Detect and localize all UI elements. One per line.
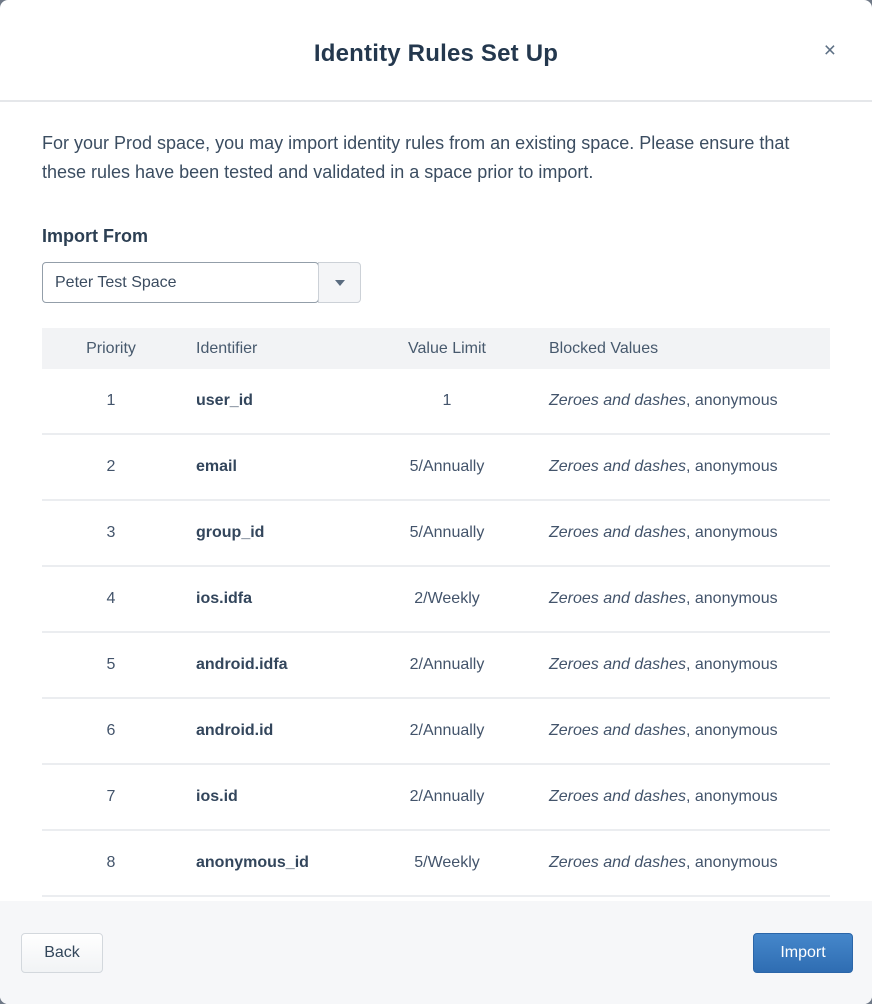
chevron-down-icon xyxy=(335,280,345,286)
blocked-values-rest: , anonymous xyxy=(685,458,778,475)
cell-blocked-values xyxy=(522,656,830,674)
blocked-values-rest: , anonymous xyxy=(685,722,778,739)
close-icon: × xyxy=(823,39,836,62)
cell-blocked-values xyxy=(522,854,830,872)
cell-priority: 1 xyxy=(106,392,116,409)
cell-value-limit: 1 xyxy=(442,392,452,409)
table-row xyxy=(42,831,830,897)
modal-footer xyxy=(0,901,872,1004)
page-title: Identity Rules Set Up xyxy=(313,40,559,67)
cell-identifier: group_id xyxy=(196,524,265,541)
cell-identifier: user_id xyxy=(196,392,253,409)
table-row xyxy=(42,501,830,567)
space-select-input[interactable] xyxy=(42,262,319,303)
table-row xyxy=(42,369,830,435)
cell-priority: 7 xyxy=(106,788,116,805)
cell-priority: 5 xyxy=(106,656,116,673)
blocked-values-rest: , anonymous xyxy=(685,524,778,541)
cell-value-limit: 2/Annually xyxy=(409,788,485,805)
blocked-values-rest: , anonymous xyxy=(685,788,778,805)
close-button[interactable] xyxy=(822,38,838,63)
cell-value-limit: 2/Annually xyxy=(409,656,485,673)
cell-blocked-values xyxy=(522,722,830,740)
table-body xyxy=(42,369,830,897)
cell-blocked-values xyxy=(522,524,830,542)
blocked-values-italic: Zeroes and dashes xyxy=(549,524,686,541)
space-combobox xyxy=(42,262,830,303)
table-row xyxy=(42,699,830,765)
blocked-values-rest: , anonymous xyxy=(685,854,778,871)
table-row xyxy=(42,435,830,501)
cell-value-limit: 5/Annually xyxy=(409,524,485,541)
cell-identifier: anonymous_id xyxy=(196,854,309,871)
cell-priority: 4 xyxy=(106,590,116,607)
table-row xyxy=(42,765,830,831)
blocked-values-italic: Zeroes and dashes xyxy=(549,392,686,409)
blocked-values-rest: , anonymous xyxy=(685,392,778,409)
blocked-values-rest: , anonymous xyxy=(685,590,778,607)
cell-priority: 6 xyxy=(106,722,116,739)
description: For your Prod space, you may import identity rules from an existing space. Please ensure that these rules have been tested and validated in a space prior to import. xyxy=(42,133,790,182)
cell-value-limit: 5/Annually xyxy=(409,458,485,475)
modal-body xyxy=(0,102,872,901)
cell-blocked-values xyxy=(522,590,830,608)
import-from-label: Import From xyxy=(42,226,148,246)
blocked-values-rest: , anonymous xyxy=(685,656,778,673)
cell-identifier: email xyxy=(196,458,237,475)
blocked-values-italic: Zeroes and dashes xyxy=(549,722,686,739)
blocked-values-italic: Zeroes and dashes xyxy=(549,788,686,805)
blocked-values-italic: Zeroes and dashes xyxy=(549,458,686,475)
blocked-values-italic: Zeroes and dashes xyxy=(549,656,686,673)
column-header-blocked-values: Blocked Values xyxy=(549,339,659,357)
import-button[interactable]: Import xyxy=(753,933,853,973)
cell-identifier: ios.idfa xyxy=(196,590,253,607)
column-header-value-limit: Value Limit xyxy=(408,339,486,357)
table-row xyxy=(42,633,830,699)
cell-priority: 8 xyxy=(106,854,116,871)
column-header-identifier: Identifier xyxy=(196,339,258,357)
cell-value-limit: 5/Weekly xyxy=(414,854,480,871)
table-header-row xyxy=(42,328,830,369)
cell-value-limit: 2/Weekly xyxy=(414,590,480,607)
cell-identifier: android.id xyxy=(196,722,274,739)
blocked-values-italic: Zeroes and dashes xyxy=(549,590,686,607)
cell-blocked-values xyxy=(522,458,830,476)
back-button[interactable]: Back xyxy=(21,933,103,973)
cell-identifier: android.idfa xyxy=(196,656,288,673)
cell-priority: 2 xyxy=(106,458,116,475)
dropdown-toggle-button[interactable] xyxy=(318,262,361,303)
modal-header xyxy=(0,0,872,102)
cell-value-limit: 2/Annually xyxy=(409,722,485,739)
table-row xyxy=(42,567,830,633)
column-header-priority: Priority xyxy=(86,339,136,357)
cell-identifier: ios.id xyxy=(196,788,238,805)
cell-blocked-values xyxy=(522,788,830,806)
blocked-values-italic: Zeroes and dashes xyxy=(549,854,686,871)
cell-blocked-values xyxy=(522,392,830,410)
rules-table xyxy=(42,328,830,897)
cell-priority: 3 xyxy=(106,524,116,541)
